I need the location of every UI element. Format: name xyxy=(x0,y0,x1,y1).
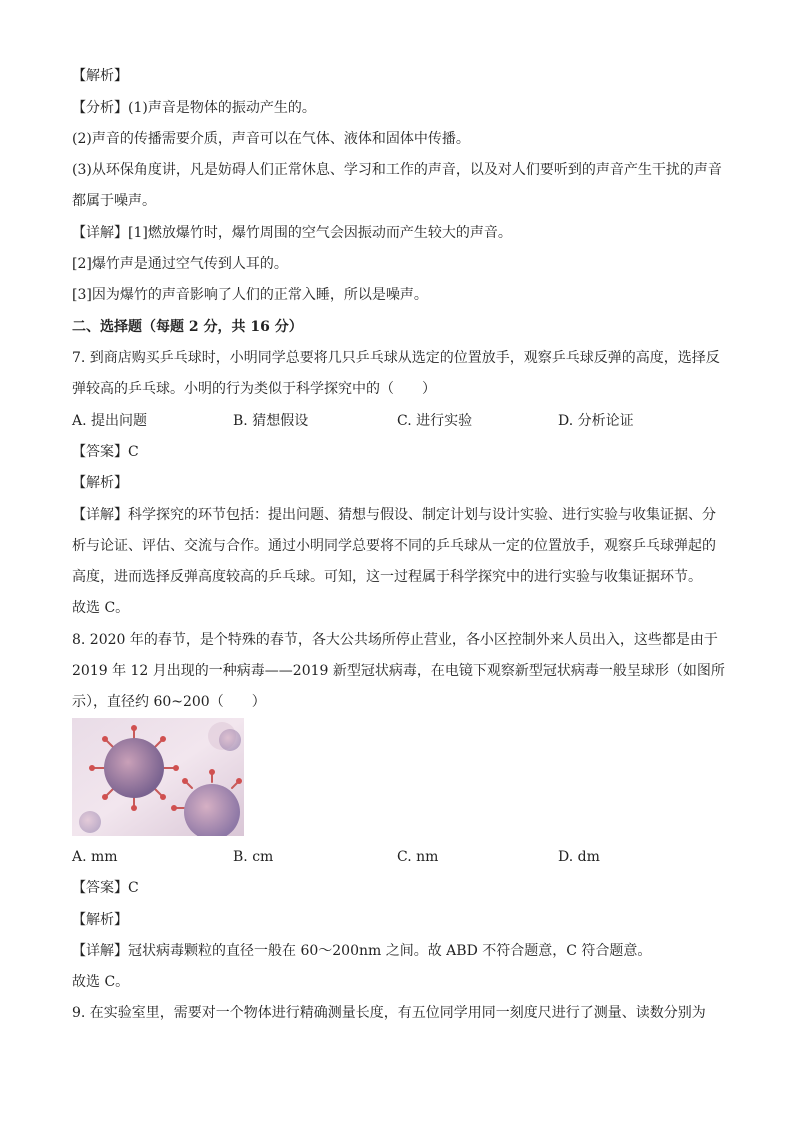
text-line: [3]因为爆竹的声音影响了人们的正常入睡，所以是噪声。 xyxy=(72,287,428,303)
analysis-heading: 【解析】 xyxy=(72,68,128,84)
q7-option-c: C. 进行实验 xyxy=(397,413,473,429)
question-7-stem: 弹较高的乒乓球。小明的行为类似于科学探究中的（ ） xyxy=(72,381,436,397)
text-line: 【详解】科学探究的环节包括：提出问题、猜想与假设、制定计划与设计实验、进行实验与收集证据、分 xyxy=(72,507,716,523)
question-9-stem: 9. 在实验室里，需要对一个物体进行精确测量长度，有五位同学用同一刻度尺进行了测量、读数分别为 xyxy=(72,1005,706,1021)
text-line: 故选 C。 xyxy=(72,600,130,616)
text-line: 【详解】冠状病毒颗粒的直径一般在 60～200nm 之间。故 ABD 不符合题意，C 符合题意。 xyxy=(72,943,652,959)
analysis-heading: 【解析】 xyxy=(72,912,128,928)
question-7-stem: 7. 到商店购买乒乓球时，小明同学总要将几只乒乓球从选定的位置放手，观察乒乓球反弹的高度，选择反 xyxy=(72,350,720,366)
question-8-stem: 8. 2020 年的春节，是个特殊的春节，各大公共场所停止营业，各小区控制外来人员出入，这些都是由于 xyxy=(72,632,718,648)
q8-option-d: D. dm xyxy=(558,849,600,865)
answer-line: 【答案】C xyxy=(72,444,139,460)
q7-option-a: A. 提出问题 xyxy=(72,413,148,429)
text-line: (3)从环保角度讲，凡是妨碍人们正常休息、学习和工作的声音，以及对人们要听到的声音产生干扰的声音 xyxy=(72,162,722,178)
analysis-heading: 【解析】 xyxy=(72,475,128,491)
coronavirus-image xyxy=(72,718,244,836)
text-line: [2]爆竹声是通过空气传到人耳的。 xyxy=(72,256,288,272)
text-line: 故选 C。 xyxy=(72,974,130,990)
question-8-stem: 示），直径约 60~200（ ） xyxy=(72,694,266,710)
text-line: 析与论证、评估、交流与合作。通过小明同学总要将不同的乒乓球从一定的位置放手，观察乒乓球弹起的 xyxy=(72,538,716,554)
q8-option-b: B. cm xyxy=(233,849,274,865)
question-8-stem: 2019 年 12 月出现的一种病毒——2019 新型冠状病毒，在电镜下观察新型冠状病毒一般呈球形（如图所 xyxy=(72,663,725,679)
q8-option-a: A. mm xyxy=(72,849,118,865)
text-line: 都属于噪声。 xyxy=(72,193,156,209)
q7-option-b: B. 猜想假设 xyxy=(233,413,309,429)
answer-line: 【答案】C xyxy=(72,880,139,896)
text-line: (2)声音的传播需要介质，声音可以在气体、液体和固体中传播。 xyxy=(72,131,470,147)
text-line: 【分析】(1)声音是物体的振动产生的。 xyxy=(72,100,316,116)
section-heading: 二、选择题（每题 2 分，共 16 分） xyxy=(72,319,303,335)
q7-option-d: D. 分析论证 xyxy=(558,413,634,429)
text-line: 【详解】[1]燃放爆竹时，爆竹周围的空气会因振动而产生较大的声音。 xyxy=(72,225,512,241)
text-line: 高度，进而选择反弹高度较高的乒乓球。可知，这一过程属于科学探究中的进行实验与收集证据环节。 xyxy=(72,569,702,585)
q8-option-c: C. nm xyxy=(397,849,439,865)
